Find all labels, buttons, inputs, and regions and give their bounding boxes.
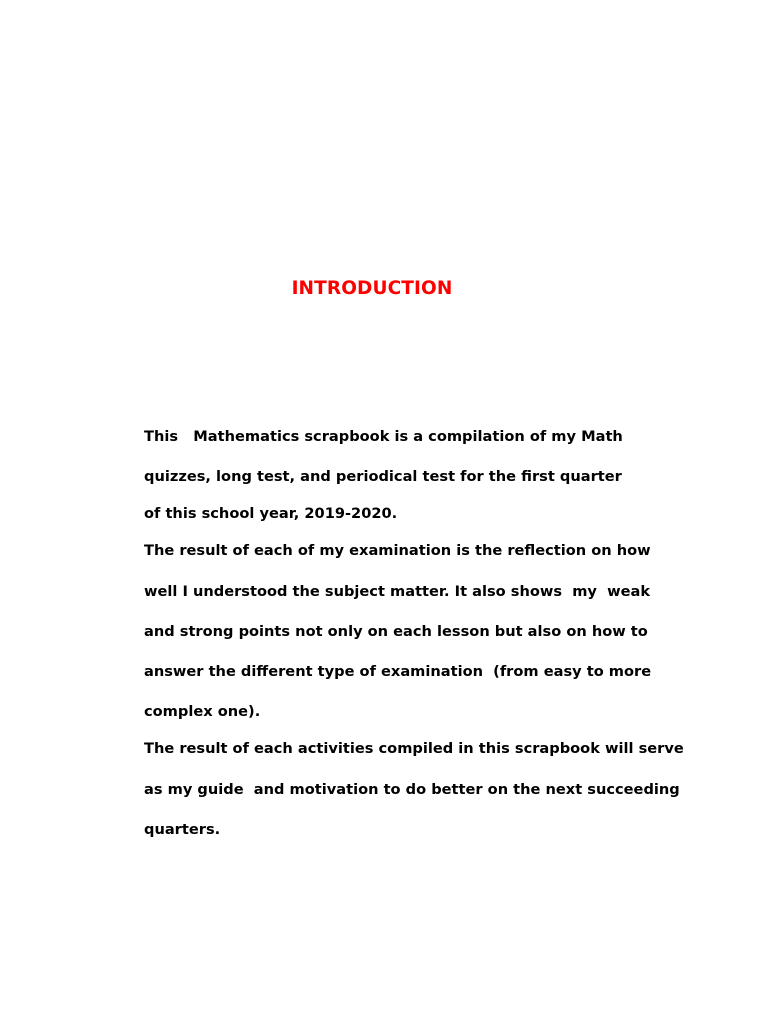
body-line: well I understood the subject matter. It also shows my weak <box>144 582 651 600</box>
body-line: of this school year, 2019-2020. <box>144 505 398 523</box>
body-line: complex one). <box>144 703 261 721</box>
body-line: quizzes, long test, and periodical test for the first quarter <box>144 468 622 486</box>
body-line: The result of each activities compiled in this scrapbook will serve <box>144 740 684 758</box>
introduction-body <box>144 424 684 857</box>
body-line: answer the different type of examination (from easy to more <box>144 663 652 681</box>
body-line: and strong points not only on each lesson but also on how to <box>144 622 648 640</box>
body-line: quarters. <box>144 821 221 839</box>
body-line: This Mathematics scrapbook is a compilation of my Math <box>144 428 623 445</box>
body-line: The result of each of my examination is the reflection on how <box>144 542 651 560</box>
body-line: as my guide and motivation to do better on the next succeeding <box>144 780 680 798</box>
page-title: INTRODUCTION <box>291 278 453 299</box>
